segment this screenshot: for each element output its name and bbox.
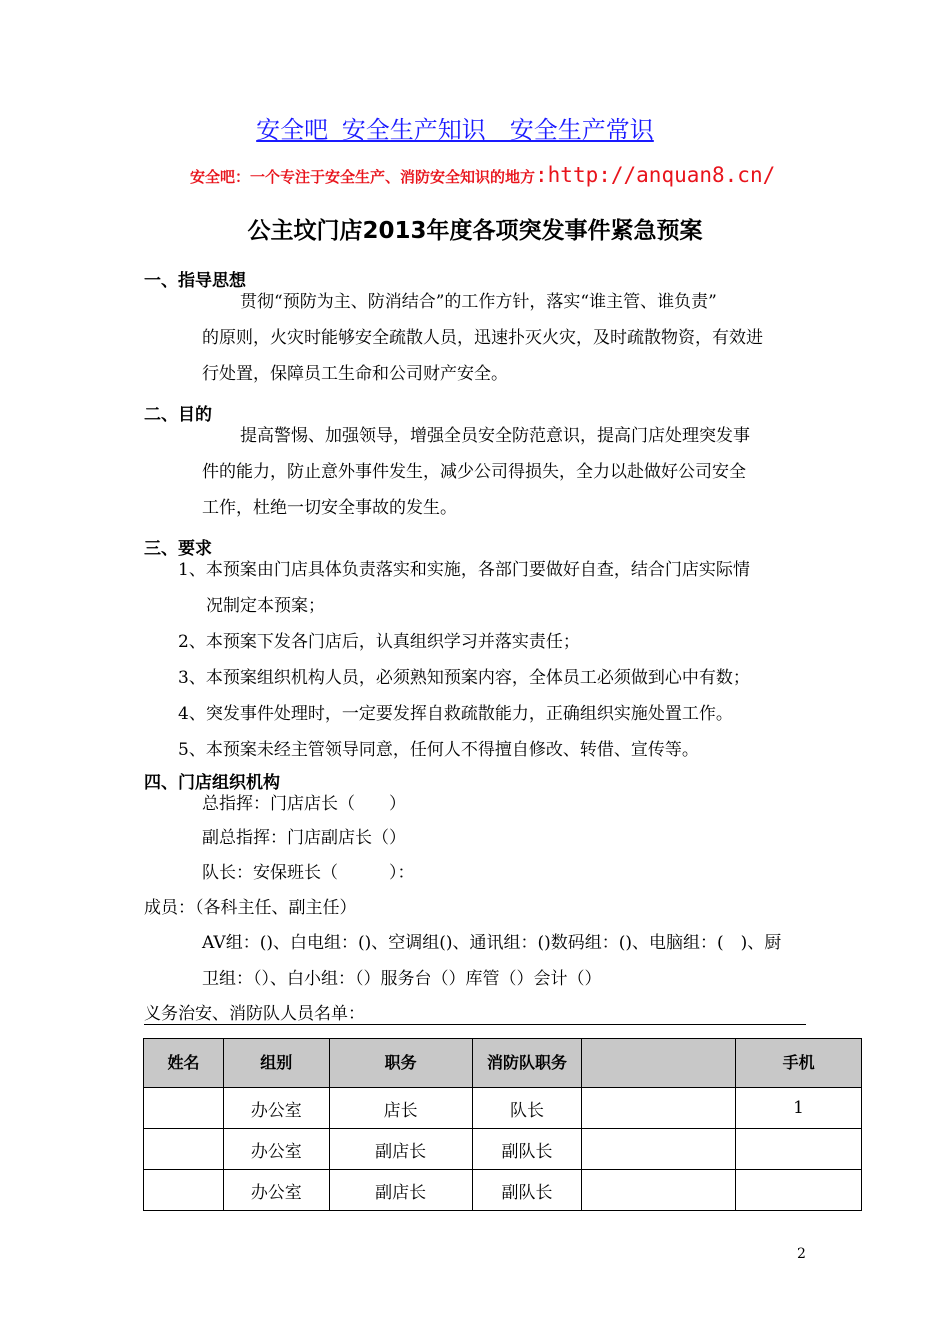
table-cell [582,1088,736,1129]
header-tagline [190,163,775,187]
table-row [144,1088,862,1129]
table-cell [736,1170,862,1211]
section-heading-purpose: 二、目的 [144,405,212,425]
paragraph-line: 卫组：（）、白小组：（）服务台（）库管（）会计（） [202,969,602,989]
header-cell [582,1039,736,1088]
paragraph-line: 总指挥：门店店长（ ） [202,794,406,814]
paragraph-line: 2、本预案下发各门店后，认真组织学习并落实责任； [178,632,580,652]
roster-table [143,1038,862,1211]
table-cell: 办公室 [223,1129,329,1170]
table-header-row [144,1039,862,1088]
tagline-text: 安全吧：一个专注于安全生产、消防安全知识的地方 [190,168,536,186]
document-title: 公主坟门店2013年度各项突发事件紧急预案 [247,218,703,244]
paragraph-line: 成员：（各科主任、副主任） [144,898,357,918]
paragraph-line: 义务治安、消防队人员名单： [144,1004,365,1024]
header-cell: 消防队职务 [472,1039,582,1088]
paragraph-line: 3、本预案组织机构人员，必须熟知预案内容，全体员工必须做到心中有数； [178,668,750,688]
table-cell [144,1129,224,1170]
table-row [144,1129,862,1170]
table-cell [582,1170,736,1211]
table-cell: 办公室 [223,1170,329,1211]
table-cell [144,1088,224,1129]
paragraph-line: 队长：安保班长（ ）： [202,863,415,883]
table-cell [582,1129,736,1170]
paragraph-line: 贯彻“预防为主、防消结合”的工作方针，落实“谁主管、谁负责” [240,292,717,312]
table-cell: 店长 [329,1088,472,1129]
paragraph-line: 的原则，火灾时能够安全疏散人员，迅速扑灭火灾，及时疏散物资，有效进 [202,328,763,348]
paragraph-line: AV组：()、白电组：()、空调组()、通讯组：()数码组：()、电脑组：( )、厨 [202,933,782,953]
header-cell: 姓名 [144,1039,224,1088]
paragraph-line: 提高警惕、加强领导，增强全员安全防范意识，提高门店处理突发事 [240,426,750,446]
paragraph-line: 1、本预案由门店具体负责落实和实施，各部门要做好自查，结合门店实际情 [178,560,750,580]
paragraph-line: 件的能力，防止意外事件发生，减少公司得损失，全力以赴做好公司安全 [202,462,746,482]
header-link-title[interactable]: 安全吧 安全生产知识 安全生产常识 [256,116,654,144]
section-heading-organization: 四、门店组织机构 [144,773,280,793]
header-cell: 组别 [223,1039,329,1088]
table-cell: 办公室 [223,1088,329,1129]
section-heading-requirements: 三、要求 [144,539,212,559]
paragraph-line: 4、突发事件处理时，一定要发挥自救疏散能力，正确组织实施处置工作。 [178,704,733,724]
paragraph-line: 5、本预案未经主管领导同意，任何人不得擅自修改、转借、宣传等。 [178,740,699,760]
paragraph-line: 况制定本预案； [206,596,325,616]
table-cell: 副队长 [472,1170,582,1211]
divider-line [144,1024,806,1025]
table-cell: 队长 [472,1088,582,1129]
paragraph-line: 工作，杜绝一切安全事故的发生。 [202,498,457,518]
page-number: 2 [797,1246,806,1262]
table-cell [736,1129,862,1170]
paragraph-line: 副总指挥：门店副店长（） [202,828,406,848]
table-cell: 1 [736,1088,862,1129]
section-heading-guiding: 一、指导思想 [144,271,246,291]
table-row [144,1170,862,1211]
paragraph-line: 行处置，保障员工生命和公司财产安全。 [202,364,508,384]
header-cell: 手机 [736,1039,862,1088]
table-cell: 副店长 [329,1170,472,1211]
header-cell: 职务 [329,1039,472,1088]
table-cell: 副店长 [329,1129,472,1170]
tagline-url[interactable]: :http://anquan8.cn/ [535,163,776,187]
table-cell: 副队长 [472,1129,582,1170]
table-cell [144,1170,224,1211]
